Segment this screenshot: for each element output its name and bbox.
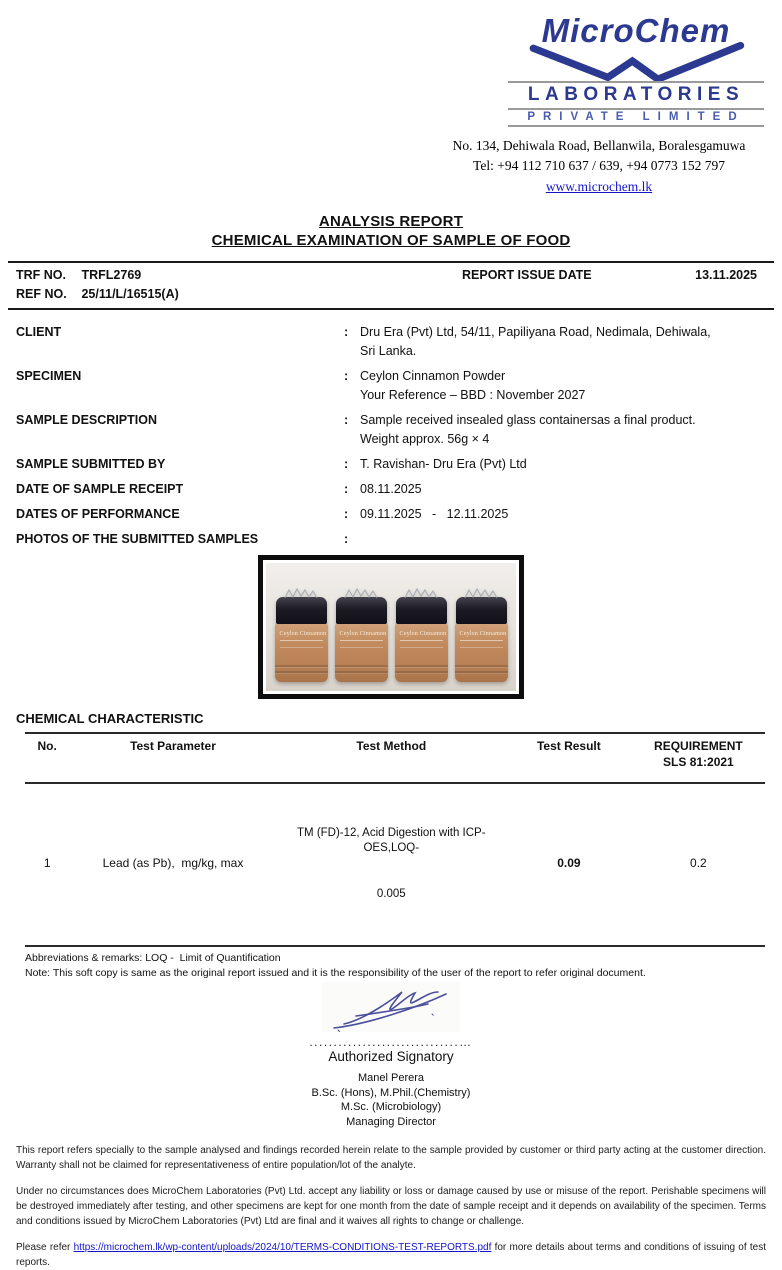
ref-no-value: 25/11/L/16515(A) <box>81 287 179 302</box>
field-label: SPECIMEN <box>16 369 82 384</box>
table-header-row <box>25 733 765 783</box>
website-link[interactable]: www.microchem.lk <box>545 178 653 194</box>
company-contact <box>434 136 764 197</box>
table-cell-requirement: 0.2 <box>690 855 707 870</box>
field-value: Sample received insealed glass containersas a final product. Weight approx. 56g × 4 <box>360 413 696 447</box>
meta-row-trf <box>16 266 766 285</box>
logo-laboratories-text: LABORATORIES <box>527 84 745 105</box>
company-phone: Tel: +94 112 710 637 / 639, +94 0773 152 797 <box>473 158 725 174</box>
specimen-jar <box>394 588 449 682</box>
field-value: 09.11.2025 - 12.11.2025 <box>360 507 509 522</box>
jar-label-lines <box>400 640 443 648</box>
table-row <box>25 783 765 945</box>
specimen-jar <box>334 588 389 682</box>
company-logo <box>508 8 764 127</box>
field-colon: : <box>344 369 349 384</box>
table-cell-no: 1 <box>43 855 51 870</box>
jar-label-lines <box>460 640 503 648</box>
specimen-photo-frame <box>258 555 524 699</box>
jar-rings <box>275 665 328 677</box>
field-label: CLIENT <box>16 325 62 340</box>
field-row-client <box>16 323 766 361</box>
table-cell-result: 0.09 <box>557 855 581 870</box>
jar-cap <box>456 597 507 624</box>
specimen-jar <box>454 588 509 682</box>
jar-label: Ceylon Cinnamon <box>459 631 507 638</box>
table-header-no: No. <box>37 739 57 754</box>
company-address: No. 134, Dehiwala Road, Bellanwila, Boralesgamuwa <box>452 138 746 153</box>
jar-label: Ceylon Cinnamon <box>279 631 327 638</box>
jar-rings <box>455 665 508 677</box>
report-issue-date-value: 13.11.2025 <box>695 268 757 283</box>
field-value: T. Ravishan- Dru Era (Pvt) Ltd <box>360 457 527 472</box>
jar-body <box>335 624 388 682</box>
jar-rings <box>335 665 388 677</box>
field-row-specimen <box>16 367 766 405</box>
field-label: SAMPLE DESCRIPTION <box>16 413 157 428</box>
logo-brand-text: MicroChem <box>541 12 731 49</box>
table-cell-method: TM (FD)-12, Acid Digestion with ICP-OES,LOQ- 0.005 <box>297 826 486 900</box>
report-title-line2: CHEMICAL EXAMINATION OF SAMPLE OF FOOD <box>211 231 571 249</box>
table-header-parameter: Test Parameter <box>130 739 216 754</box>
plastic-wrap-icon <box>344 588 378 599</box>
jar-body <box>395 624 448 682</box>
report-title-line1: ANALYSIS REPORT <box>318 212 464 230</box>
signature-dotted-line: ...............................… <box>309 1035 473 1050</box>
jar-label-lines <box>280 640 323 648</box>
jar-body <box>275 624 328 682</box>
footer-paragraph: This report refers specially to the sample analysed and findings recorded herein relate to the sample provided by customer or third party acting at the customer direction. Warranty shall not be claimed for representativeness of entire population/lot of the analyte. <box>16 1145 766 1172</box>
abbreviations-remarks: Abbreviations & remarks: LOQ - Limit of Quantification <box>25 951 281 964</box>
field-colon: : <box>344 532 349 547</box>
field-colon: : <box>344 325 349 340</box>
jar-label-lines <box>340 640 383 648</box>
report-footer <box>16 1143 766 1270</box>
jar-label: Ceylon Cinnamon <box>399 631 447 638</box>
chemical-characteristic-table <box>25 732 765 947</box>
report-title <box>16 213 766 251</box>
footer-paragraph <box>16 1240 766 1270</box>
report-header <box>16 8 766 197</box>
field-colon: : <box>344 457 349 472</box>
field-colon: : <box>344 507 349 522</box>
field-value: 08.11.2025 <box>360 482 422 497</box>
field-row-dates-of-performance <box>16 505 766 524</box>
field-row-sample-description <box>16 411 766 449</box>
field-label: SAMPLE SUBMITTED BY <box>16 457 166 472</box>
table-cell-parameter: Lead (as Pb), mg/kg, max <box>102 855 244 870</box>
table-header-result: Test Result <box>536 739 601 754</box>
meta-row-ref <box>16 285 766 304</box>
field-row-sample-submitted-by <box>16 455 766 474</box>
field-colon: : <box>344 413 349 428</box>
report-issue-date-label: REPORT ISSUE DATE <box>462 268 592 283</box>
jar-cap <box>396 597 447 624</box>
field-row-date-of-receipt <box>16 480 766 499</box>
jar-body <box>455 624 508 682</box>
logo-divider <box>508 125 764 127</box>
field-value: Ceylon Cinnamon Powder Your Reference – BBD : November 2027 <box>360 369 586 403</box>
field-label: PHOTOS OF THE SUBMITTED SAMPLES <box>16 532 259 547</box>
terms-link-prefix: Please refer <box>16 1242 74 1254</box>
logo-private-limited-text: PRIVATE LIMITED <box>527 111 745 123</box>
report-meta <box>8 261 774 310</box>
specimen-photo <box>266 563 516 691</box>
signatory-role: Managing Director <box>346 1115 436 1128</box>
jar-label: Ceylon Cinnamon <box>339 631 387 638</box>
plastic-wrap-icon <box>464 588 498 599</box>
table-header-requirement: REQUIREMENT SLS 81:2021 <box>654 739 743 769</box>
trf-no-label: TRF NO. <box>16 268 66 283</box>
ref-no-label: REF NO. <box>16 287 67 302</box>
field-value: Dru Era (Pvt) Ltd, 54/11, Papiliyana Road, Nedimala, Dehiwala, Sri Lanka. <box>360 325 711 359</box>
table-header-method: Test Method <box>356 739 427 754</box>
trf-no-value: TRFL2769 <box>81 268 142 283</box>
field-label: DATE OF SAMPLE RECEIPT <box>16 482 184 497</box>
authorized-signatory-label: Authorized Signatory <box>328 1049 454 1065</box>
specimen-jar <box>274 588 329 682</box>
signature-block <box>16 982 766 1129</box>
field-label: DATES OF PERFORMANCE <box>16 507 180 522</box>
footer-paragraph: Under no circumstances does MicroChem Laboratories (Pvt) Ltd. accept any liability or loss or damage caused by use or misuse of the report. Perishable specimens will be destroyed immediately after testing, and other specimens are kept for one month from the date of sample receipt and it depends on availability of the specimen. Terms and conditions issued by MicroChem Laboratories (Pvt) Ltd are final and it waives all rights to change or challenge. <box>16 1186 766 1228</box>
jar-rings <box>395 665 448 677</box>
field-colon: : <box>344 482 349 497</box>
plastic-wrap-icon <box>284 588 318 599</box>
signature-scribble <box>322 982 460 1032</box>
terms-link-suffix: for more details about terms and conditions of issuing of test reports. <box>16 1242 766 1269</box>
signatory-qualification: B.Sc. (Hons), M.Phil.(Chemistry) <box>311 1086 471 1099</box>
chemical-characteristic-heading: CHEMICAL CHARACTERISTIC <box>16 711 204 727</box>
field-row-photos <box>16 530 766 549</box>
jar-cap <box>276 597 327 624</box>
soft-copy-note: Note: This soft copy is same as the original report issued and it is the responsibility of the user of the report to refer original document. <box>25 967 646 980</box>
sample-fields <box>16 323 766 549</box>
terms-link[interactable]: https://microchem.lk/wp-content/uploads/2024/10/TERMS-CONDITIONS-TEST-REPORTS.pdf <box>73 1242 492 1254</box>
signatory-name: Manel Perera <box>357 1072 425 1085</box>
jar-cap <box>336 597 387 624</box>
signatory-qualification: M.Sc. (Microbiology) <box>340 1101 442 1114</box>
field-value <box>360 530 766 549</box>
plastic-wrap-icon <box>404 588 438 599</box>
